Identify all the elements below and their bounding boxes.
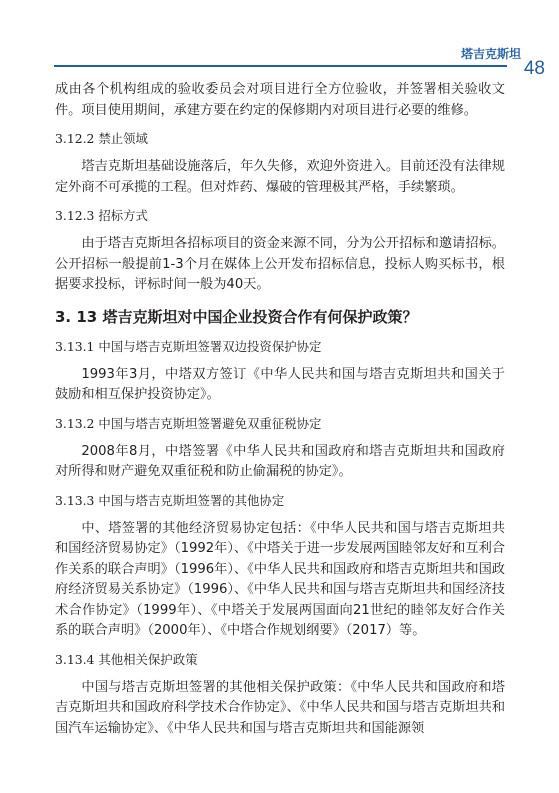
page-body (55, 80, 505, 739)
paragraph-other-agreements: 中、塔签署的其他经济贸易协定包括：《中华人民共和国与塔吉克斯坦共和国经济贸易协定》（1992年）、《中塔关于进一步发展两国睦邻友好和互利合作关系的联合声明》（1996年）、《中华人民共和国政府和塔吉克斯坦共和国政府经济贸易关系协定》（1996）、《中华人民共和国与塔吉克斯坦共和国经济技术合作协定》（1999年）、《中塔关于发展两国面向21世纪的睦邻友好合作关系的联合声明》（2000年）、《中塔合作规划纲要》（2017）等。 (55, 520, 505, 638)
page-number: 48 (523, 58, 545, 79)
subheading-3-12-2: 3.12.2 禁止领域 (55, 131, 148, 146)
subheading-3-13-2: 3.13.2 中国与塔吉克斯坦签署避免双重征税协定 (55, 415, 322, 431)
paragraph-acceptance-continued: 成由各个机构组成的验收委员会对项目进行全方位验收，并签署相关验收文件。项目使用期间，承建方要在约定的保修期内对项目进行必要的维修。 (55, 82, 505, 118)
subheading-3-12-3: 3.12.3 招标方式 (55, 208, 148, 223)
subheading-3-13-4: 3.13.4 其他相关保护政策 (55, 651, 198, 667)
section-heading-3-13: 3. 13 塔吉克斯坦对中国企业投资合作有何保护政策？ (55, 307, 418, 326)
paragraph-prohibited-fields: 塔吉克斯坦基础设施落后，年久失修，欢迎外资进入。目前还没有法律规定外商不可承揽的工程。但对炸药、爆破的管理极其严格，手续繁琐。 (55, 159, 505, 195)
running-header-title: 塔吉克斯坦 (460, 47, 521, 61)
paragraph-tender-methods: 由于塔吉克斯坦各招标项目的资金来源不同，分为公开招标和邀请招标。公开招标一般提前1-3个月在媒体上公开发布招标信息，投标人购买标书，根据要求投标，评标时间一般为40天。 (55, 236, 505, 292)
subheading-3-13-3: 3.13.3 中国与塔吉克斯坦签署的其他协定 (55, 492, 285, 508)
header-rule (54, 65, 507, 67)
paragraph-other-policies: 中国与塔吉克斯坦签署的其他相关保护政策：《中华人民共和国政府和塔吉克斯坦共和国政府科学技术合作协定》、《中华人民共和国与塔吉克斯坦共和国汽车运输协定》、《中华人民共和国与塔吉克斯坦共和国能源领 (55, 679, 505, 736)
paragraph-investment-protection: 1993年3月，中塔双方签订《中华人民共和国与塔吉克斯坦共和国关于鼓励和相互保护投资协定》。 (55, 366, 505, 402)
paragraph-double-taxation: 2008年8月，中塔签署《中华人民共和国政府和塔吉克斯坦共和国政府对所得和财产避免双重征税和防止偷漏税的协定》。 (55, 443, 505, 479)
subheading-3-13-1: 3.13.1 中国与塔吉克斯坦签署双边投资保护协定 (55, 338, 322, 354)
